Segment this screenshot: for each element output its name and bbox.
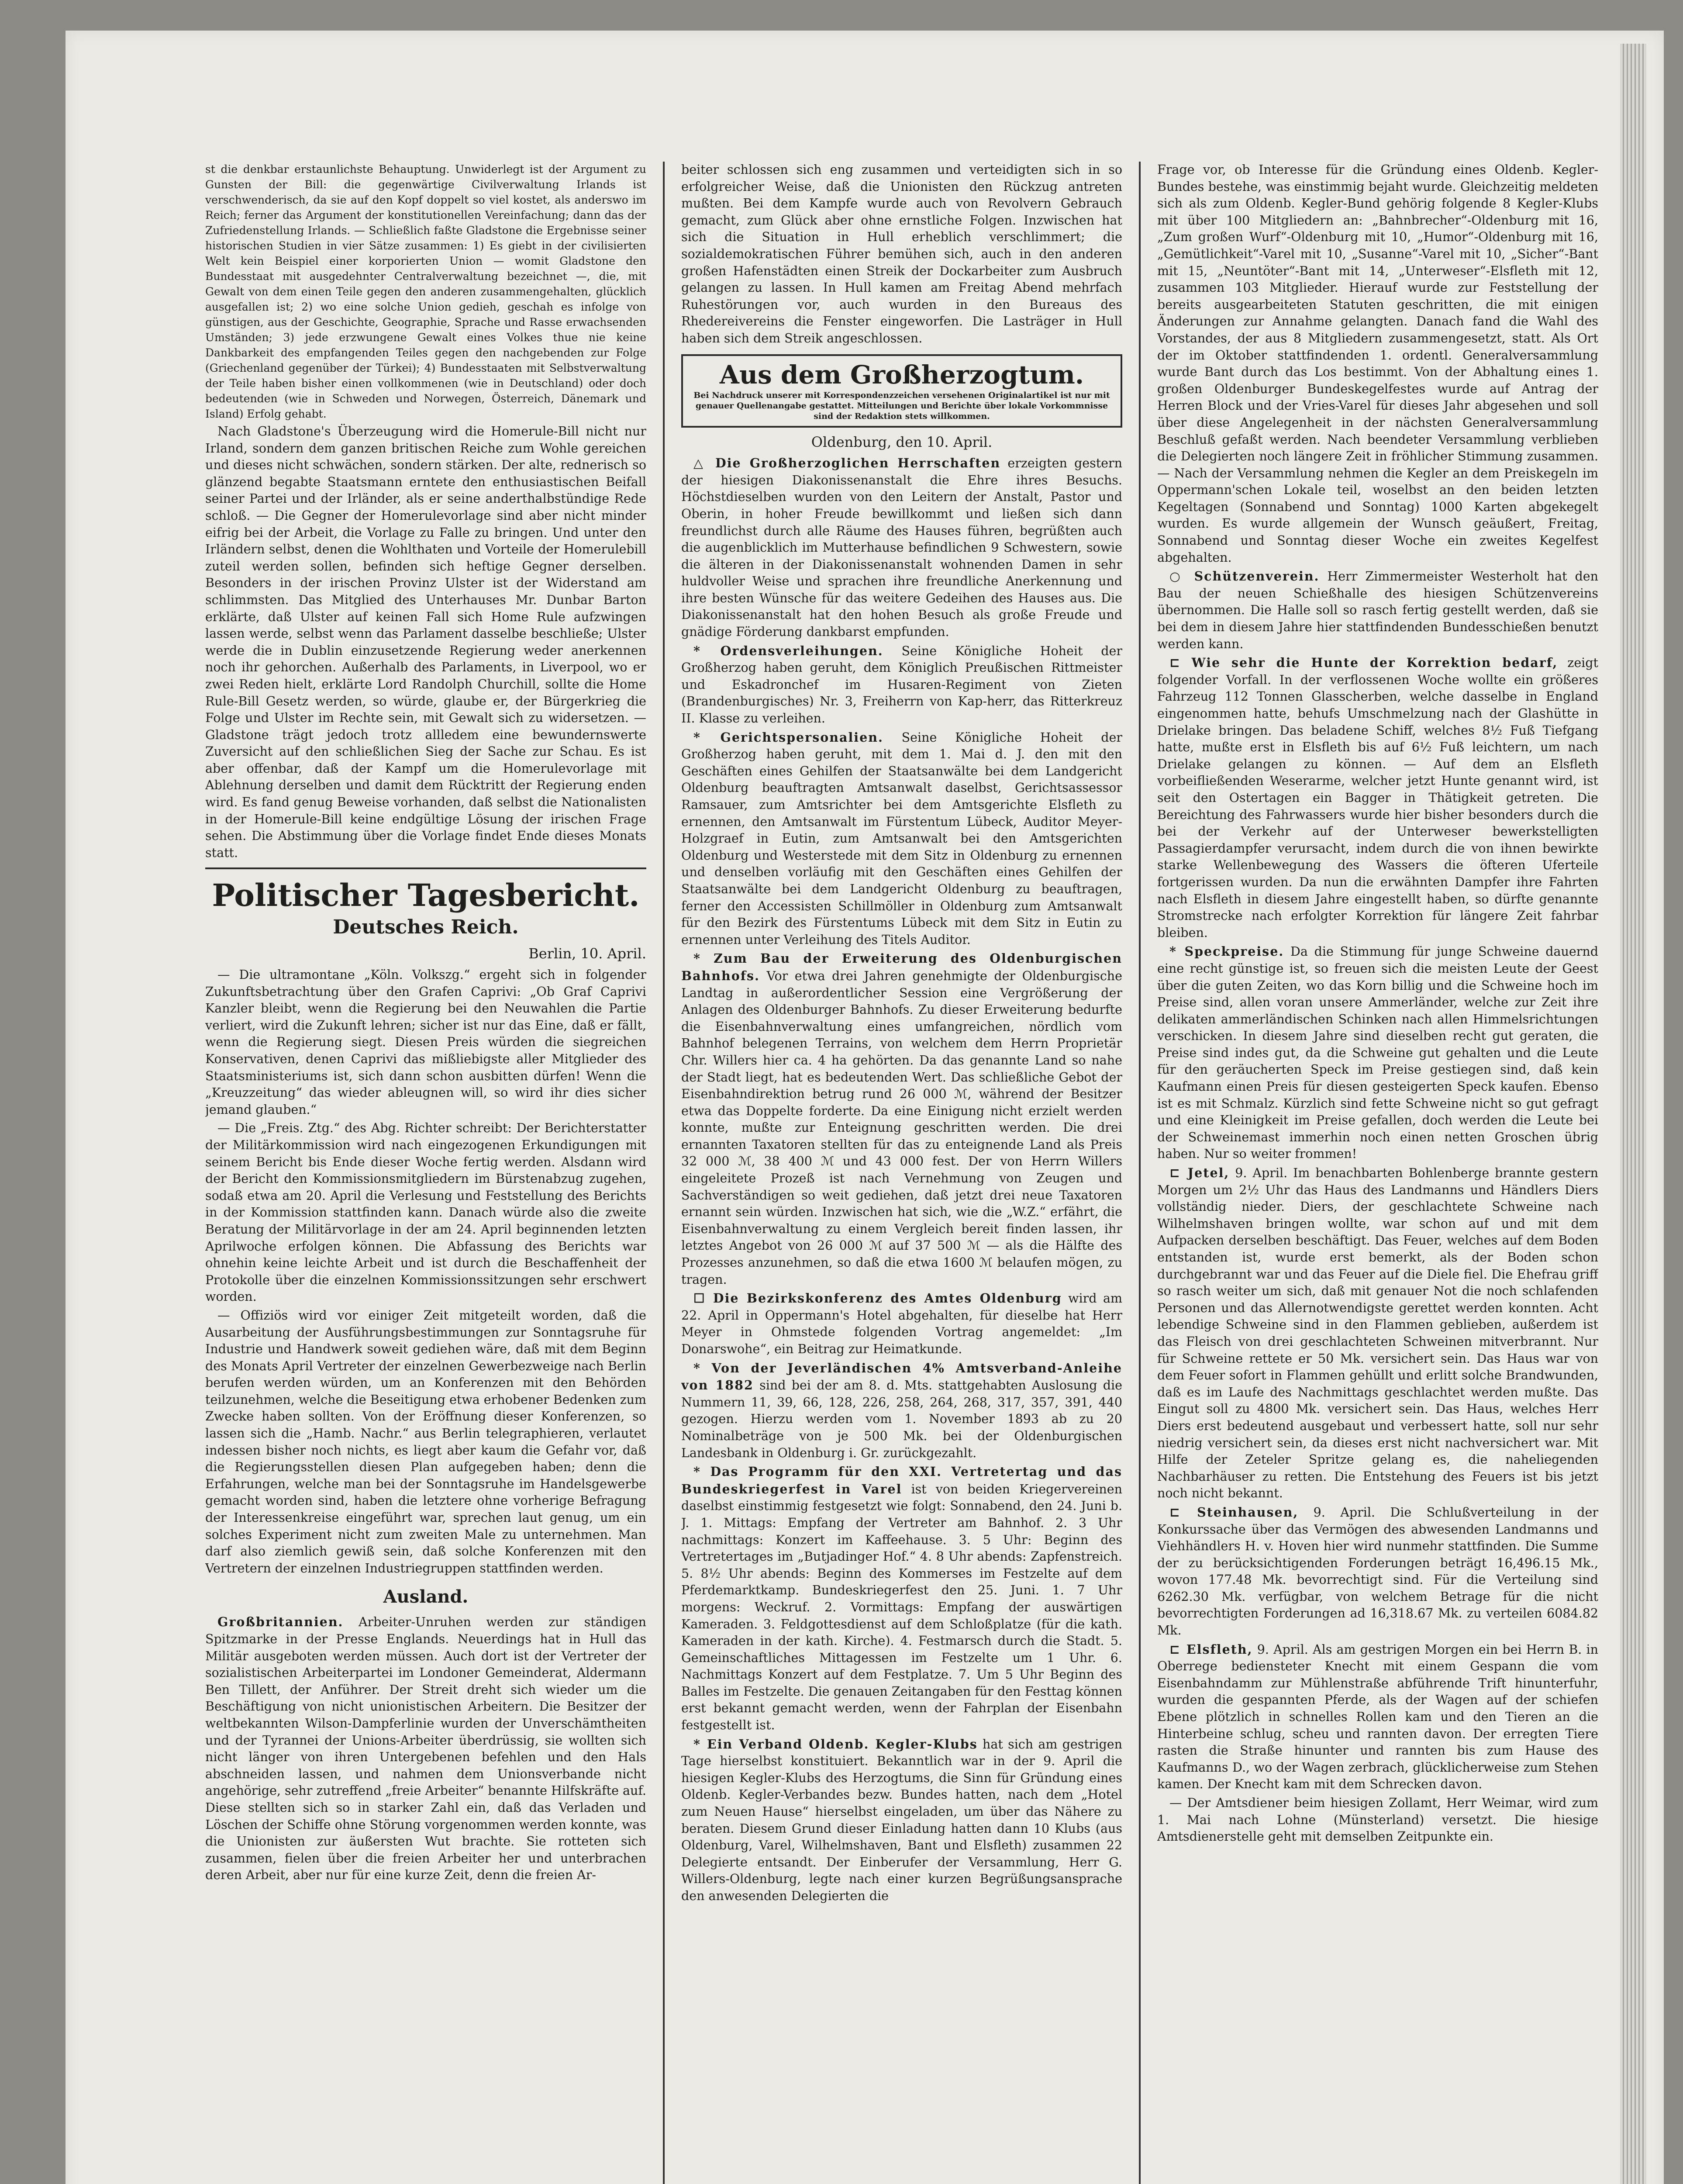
article-paragraph	[1157, 1165, 1598, 1502]
article-text: — Der Amtsdiener beim hiesigen Zollamt, Herr Weimar, wird zum 1. Mai nach Lohne (Münsterland) versetzt. Die hiesige Amtsdienerstelle geht mit demselben Zeitpunkte ein.	[1157, 1796, 1598, 1844]
divider	[205, 867, 646, 869]
article-keyword: ⊏ Wie sehr die Hunte der Korrektion bedarf,	[1169, 655, 1558, 670]
article-paragraph	[1157, 943, 1598, 1163]
article-keyword: * Ein Verband Oldenb. Kegler-Klubs	[693, 1736, 978, 1752]
article-text: 9. April. Als am gestrigen Morgen ein bei Herrn B. in Oberrege bediensteter Knecht mit einem Gespann die vom Eisenbahndamm zur Mühlenstraße abführende Trift hinunterfuhr, wurden die gespannten Pferde, als der Wagen auf der schiefen Ebene plötzlich in schnelles Rollen kam und den Tieren an die Hinterbeine schlug, scheu und rannten davon. Der erregten Tiere rasten die Straße hinunter und rannten bis zum Hause des Kaufmanns D., wo der Wagen zerbrach, glücklicherweise zum Stehen kamen. Der Knecht kam mit dem Schrecken davon.	[1157, 1642, 1598, 1792]
article-keyword: * Von der Jeverländischen 4% Amtsverband-Anleihe von 1882	[681, 1360, 1122, 1393]
article-text: Da die Stimmung für junge Schweine dauernd eine recht günstige ist, so freuen sich die meisten Leute der Geest über die guten Zeiten, wo das Korn billig und die Schweine hoch im Preise sind, allen voran unsere Ammerländer, welche zur Zeit ihre delikaten ammerländischen Schinken nach allen Himmelsrichtungen verschicken. In diesem Jahre sind dieselben recht gut geraten, die Preise sind indes gut, da die Schweine gut gehalten und die Leute für den geräucherten Speck im Preise gestiegen sind, daß kein Kaufmann einen Preis für diesen gesteigerten Speck kaufen. Ebenso ist es mit Schmalz. Kürzlich sind fette Schweine nicht so gut gefragt und eine Kleinigkeit im Preise gefallen, doch werden die Leute bei der Schweinemast immerhin noch einen netten Groschen übrig haben. Nur so weiter frommen!	[1157, 944, 1598, 1161]
column-1	[205, 162, 646, 2184]
article-text: 9. April. Im benachbarten Bohlenberge brannte gestern Morgen um 2½ Uhr das Haus des Landmanns und Händlers Diers vollständig nieder. Diers, der geschlachtete Schweine nach Wilhelmshaven bringen wollte, war schon auf und mit dem Aufpacken derselben beschäftigt. Das Feuer, welches auf dem Boden entstanden ist, wurde erst bemerkt, als der Boden schon durchgebrannt war und das Feuer auf die Diele fiel. Die Ehefrau griff so rasch weiter um sich, daß mit genauer Not die noch schlafenden Personen und das Allernotwendigste gerettet werden konnten. Acht lebendige Schweine sind in den Flammen geblieben, außerdem ist das Fleisch von drei geschlachteten Schweinen mitverbrannt. Nur für Schweine rettete er 50 Mk. versichert sein. Das Haus war von dem Feuer sofort in Flammen gehüllt und erlitt solche Brandwunden, daß es im Laufe des Nachmittags geschlachtet werden mußte. Das Eingut soll zu 4800 Mk. versichert sein. Das Haus, welches Herr Diers erst bedeutend ausgebaut und verbessert hatte, soll nur sehr niedrig versichert sein, da dieses erst nicht nachversichert war. Mit Hilfe der Zeteler Spritze gelang es, die naheliegenden Nachbarhäuser zu retten. Die Entstehung des Feuers ist bis jetzt noch nicht bekannt.	[1157, 1166, 1598, 1501]
newspaper-page	[66, 31, 1664, 2184]
section-title: Politischer Tagesbericht.	[212, 877, 640, 914]
article-text: beiter schlossen sich eng zusammen und verteidigten sich in so erfolgreicher Weise, daß die Unionisten den Rückzug antreten mußten. Bei dem Kampfe wurde auch von Revolvern Gebrauch gemacht, zum Glück aber ohne ernstliche Folgen. Inzwischen hat sich die Situation in Hull erheblich verschlimmert; die sozialdemokratischen Führer bemühen sich, auch in den anderen großen Hafenstädten einen Streik der Dockarbeiter zum Ausbruch gelangen zu lassen. In Hull kamen am Freitag Abend mehrfach Ruhestörungen vor, auch wurden in den Bureaus des Rhedereivereins die Fenster eingeworfen. Die Lasträger in Hull haben sich dem Streik angeschlossen.	[681, 162, 1122, 346]
article-keyword: ⊏ Jetel,	[1169, 1165, 1230, 1181]
article-keyword: * Das Programm für den XXI. Vertretertag und das Bundeskriegerfest in Varel	[681, 1464, 1122, 1496]
column-3	[1157, 162, 1598, 2184]
article-keyword: * Speckpreise.	[1169, 944, 1284, 959]
article-paragraph	[681, 729, 1122, 949]
article-text: st die denkbar erstaunlichste Behauptung. Unwiderlegt ist der Argument zu Gunsten der Bill: die gegenwärtige Civilverwaltung Irlands ist verschwenderisch, da sie auf den Kopf doppelt so viel kostet, als anderswo im Reich; ferner das Argument der konstitutionellen Vereinfachung; dann das der Zufriedenstellung Irlands. — Schließlich faßte Gladstone die Ergebnisse seiner historischen Studien in vier Sätze zusammen: 1) Es giebt in der civilisierten Welt kein Beispiel einer korporierten Union — womit Gladstone den Bundesstaat mit ausgedehnter Centralverwaltung bezeichnet —, die, mit Gewalt von dem einen Teile gegen den anderen zusammengehalten, glücklich ausgefallen ist; 2) wo eine solche Union gedieh, geschah es infolge von günstigen, aus der Geschichte, Geographie, Sprache und Rasse erwachsenden Umständen; 3) jede erzwungene Gewalt eines Volkes thue nie keine Dankbarkeit des empfangenden Teiles gegen den nachgebenden zur Folge (Griechenland gegenüber der Türkei); 4) Bundesstaaten mit Selbstverwaltung der Teile haben bisher einen vollkommenen (wie in Deutschland) oder doch bedeutenden (wie in Schweden und Norwegen, Österreich, Dänemark und Island) Erfolg gehabt.	[205, 163, 646, 420]
column-rule	[1139, 162, 1141, 2184]
article-keyword: Großbritannien.	[217, 1614, 344, 1630]
article-paragraph	[1157, 1504, 1598, 1639]
column-2	[681, 162, 1122, 2184]
article-text: Herr Zimmermeister Westerholt hat den Bau der neuen Schießhalle des hiesigen Schützenvereins übernommen. Die Halle soll so rasch fertig gestellt werden, daß sie bei dem in diesem Jahre hier stattfindenden Bundesschießen benutzt werden kann.	[1157, 569, 1598, 651]
section-header-box	[681, 354, 1122, 428]
article-keyword: ⊏ Elsfleth,	[1169, 1641, 1253, 1657]
article-text: hat sich am gestrigen Tage hierselbst konstituiert. Bekanntlich war in der 9. April die hiesigen Kegler-Klubs des Herzogtums, die Sinn für Gründung eines Oldenb. Kegler-Verbandes bezw. Bundes hatten, nach dem „Hotel zum Neuen Hause“ hierselbst eingeladen, um über das Nähere zu beraten. Diesem Grund dieser Einladung hatten dann 10 Klubs (aus Oldenburg, Varel, Wilhelmshaven, Bant und Elsfleth) zusammen 22 Delegierte entsandt. Der Einberufer der Versammlung, Herr G. Willers-Oldenburg, legte nach einer kurzen Begrüßungsansprache den anwesenden Delegierten die	[681, 1737, 1122, 1903]
article-text: Seine Königliche Hoheit der Großherzog haben geruht, mit dem 1. Mai d. J. den mit den Geschäften eines Gehilfen der Staatsanwälte bei dem Landgericht Oldenburg beauftragten Amtsanwalt daselbst, Gerichtsassessor Ramsauer, zum Amtsrichter bei dem Amtsgerichte Elsfleth zu ernennen, den Amtsanwalt im Fürstentum Lübeck, Auditor Meyer-Holzgraef in Eutin, zum Amtsanwalt bei den Amtsgerichten Oldenburg und Westerstede mit dem Sitz in Oldenburg zu ernennen und denselben vorläufig mit den Geschäften eines Gehilfen der Staatsanwälte bei dem Landgericht Oldenburg zu beauftragen, ferner den Accessisten Schillmöller in Oldenburg zum Amtsanwalt für den Bezirk des Fürstentums Lübeck mit dem Sitz in Eutin zu ernennen unter Verleihung des Titels Auditor.	[681, 730, 1122, 947]
article-text: Seine Königliche Hoheit der Großherzog haben geruht, dem Königlich Preußischen Rittmeister und Eskadronchef im Husaren-Regiment von Zieten (Brandenburgisches) Nr. 3, Freiherrn von Kap-herr, das Ritterkreuz II. Klasse zu verleihen.	[681, 643, 1122, 726]
article-paragraph	[681, 1290, 1122, 1358]
article-keyword: ○ Schützenverein.	[1169, 569, 1320, 584]
dateline: Oldenburg, den 10. April.	[811, 433, 993, 450]
article-keyword: ☐ Die Bezirkskonferenz des Amtes Oldenburg	[693, 1291, 1062, 1306]
article-paragraph	[681, 1463, 1122, 1734]
article-text: 9. April. Die Schlußverteilung in der Konkurssache über das Vermögen des abwesenden Landmanns und Viehhändlers H. v. Hoven hier wird nunmehr stattfinden. Die Summe der zu berücksichtigenden Forderungen beträgt 16,496.15 Mk., wovon 177.48 Mk. bevorrechtigt sind. Für die Verteilung sind 6262.30 Mk. verfügbar, von welchem Betrage für die nicht bevorrechtigten Forderungen ad 16,318.67 Mk. zu verteilen 6084.82 Mk.	[1157, 1505, 1598, 1638]
article-paragraph	[1157, 654, 1598, 941]
section-subtitle: Deutsches Reich.	[333, 916, 519, 939]
article-text: — Die ultramontane „Köln. Volkszg.“ ergeht sich in folgender Zukunftsbetrachtung über den Grafen Caprivi: „Ob Graf Caprivi Kanzler bleibt, wenn die Regierung bei den Neuwahlen die Partie verliert, wird die Zukunft lehren; sicher ist nur das Eine, daß er fällt, wenn die Regierung siegt. Diesen Preis würden die siegreichen Konservativen, denen Caprivi das mißliebigste aller Mitglieder des Staatsministeriums ist, sich dann schon ausbitten dürfen! Wenn die „Kreuzzeitung“ das wieder ableugnen will, so wird ihr dies sicher jemand glauben.“	[205, 968, 646, 1117]
article-text: erzeigten gestern der hiesigen Diakonissenanstalt die Ehre ihres Besuchs. Höchstdieselben wurden von den Leitern der Anstalt, Pastor und Oberin, in hoher Freude bewillkommt und ließen sich dann freundlichst durch alle Räume des Hauses führen, begrüßten auch die augenblicklich im Mutterhause befindlichen 9 Schwestern, sowie die älteren in der Diakonissenanstalt wohnenden Damen in sehr huldvoller Weise und sprachen ihre freundliche Anerkennung und ihre besten Wünsche für das weitere Gedeihen des Hauses aus. Die Diakonissenanstalt hat den hohen Besuch als große Freude und gnädige Förderung dankbarst empfunden.	[681, 456, 1122, 639]
section-subtitle: Ausland.	[383, 1586, 469, 1607]
article-text: Vor etwa drei Jahren genehmigte der Oldenburgische Landtag in außerordentlicher Session eine Vergrößerung der Anlagen des Oldenburger Bahnhofs. Zu dieser Erweiterung bedurfte die Eisenbahnverwaltung eines umfangreichen, nördlich vom Bahnhof belegenen Terrains, von welchem dem Herrn Proprietär Chr. Willers hier ca. 4 ha gehörten. Da das genannte Land so nahe der Stadt liegt, hat es bedeutenden Wert. Das schließliche Gebot der Eisenbahndirektion betrug rund 26 000 ℳ, während der Besitzer etwa das Doppelte forderte. Da eine Einigung nicht erzielt werden konnte, mußte zur Enteignung geschritten werden. Die drei ernannten Taxatoren stellten für das zu enteignende Land als Preis 32 000 ℳ, 38 400 ℳ und 43 000 fest. Der von Herrn Willers eingeleitete Prozeß ist nach Vernehmung von Zeugen und Sachverständigen so weit gediehen, daß jetzt drei neue Taxatoren ernannt sein würden. Inzwischen hat sich, wie die „W.Z.“ erfährt, die Eisenbahnverwaltung zu einem Vergleich bereit finden lassen, ihr letztes Angebot von 26 000 ℳ auf 37 500 ℳ — als die Hälfte des Prozesses anzunehmen, so daß die etwa 1600 ℳ belaufen mögen, zu tragen.	[681, 968, 1122, 1287]
article-paragraph	[681, 950, 1122, 1288]
article-paragraph	[681, 1360, 1122, 1462]
article-paragraph	[681, 1736, 1122, 1905]
article-keyword: ⊏ Steinhausen,	[1169, 1504, 1299, 1520]
article-text: Nach Gladstone's Überzeugung wird die Homerule-Bill nicht nur Irland, sondern dem ganzen britischen Reiche zum Wohle gereichen und dieses nicht schwächen, sondern stärken. Der alte, rednerisch so glänzend begabte Staatsmann erntete den enthusiastischen Beifall seiner Partei und der Irländer, als er seine anderthalbstündige Rede schloß. — Die Gegner der Homerulevorlage sind aber nicht minder eifrig bei der Arbeit, die Vorlage zu Falle zu bringen. Und unter den Irländern selbst, denen die Wohlthaten und Vorteile der Homerulebill zuteil werden sollen, befinden sich heftige Gegner derselben. Besonders in der irischen Provinz Ulster ist der Widerstand am schlimmsten. Das Mitglied des Unterhauses Mr. Dunbar Barton erklärte, daß Ulster auf keinen Fall sich Home Rule aufzwingen lassen werde, selbst wenn das Parlament dasselbe beschließe; Ulster werde die in Dublin einzusetzende Regierung weder anerkennen noch ihr gehorchen. Außerhalb des Parlaments, in Liverpool, wo er zwei Reden hielt, erklärte Lord Randolph Churchill, sollte die Home Rule-Bill Gesetz werden, so würde, glaube er, der Bürgerkrieg die Folge und Ulster im Rechte sein, mit Gewalt sich zu widersetzen. — Gladstone trägt jedoch trotz allledem eine bewundernswerte Zuversicht auf den schließlichen Sieg der Sache zur Schau. Es ist aber offenbar, daß der Kampf um die Homerulevorlage mit Ablehnung derselben und damit dem Rücktritt der Regierung enden wird. Es fand genug Beweise vorhanden, daß selbst die Nationalisten in der Homerule-Bill keine endgültige Lösung der irischen Frage sehen. Die Abstimmung über die Vorlage findet Ende dieses Monats statt.	[205, 424, 646, 860]
column-rule	[663, 162, 665, 2184]
article-paragraph	[205, 1614, 646, 1884]
reprint-note: Bei Nachdruck unserer mit Korrespondenzzeichen versehenen Originalartikel ist nur mit genauer Quellenangabe gestattet. Mitteilungen und Berichte über lokale Vorkommnisse sind der Redaktion stets willkommen.	[693, 390, 1110, 421]
page-body	[205, 162, 1598, 2184]
article-keyword: * Ordensverleihungen.	[693, 643, 883, 658]
article-keyword: * Gerichtspersonalien.	[693, 729, 883, 745]
page-stack-edge	[1620, 44, 1646, 2184]
article-paragraph	[1157, 568, 1598, 653]
article-text: zeigt folgender Vorfall. In der verflossenen Woche wollte ein größeres Fahrzeug 112 Tonnen Glasscherben, welche dasselbe in England eingenommen hatte, behufs Umschmelzung nach der Glashütte in Drielake bringen. Das beladene Schiff, welches 8½ Fuß Tiefgang hatte, mußte erst in Elsfleth bis auf 6½ Fuß leichtern, um nach Drielake gelangen zu können. — Auf dem an Elsfleth vorbeifließenden Weserarme, welcher jetzt Hunte genannt wird, ist seit den Ostertagen ein Bagger in Thätigkeit getreten. Die Bereichtung des Fahrwassers wurde hier bisher besonders durch die bei der Verkehr auf der Unterweser bewerkstelligten Passagierdampfer verursacht, indem durch die von ihnen bewirkte starke Wellenbewegung des Wassers die öfteren Uferteile fortgerissen wurden. Da nun die erwähnten Dampfer ihre Fahrten nach Elsfleth in diesem Jahre eingestellt haben, so dürfte genannte Stromstrecke nach erfolgter Korrektion für längere Zeit fahrbar bleiben.	[1157, 656, 1598, 940]
article-paragraph	[681, 455, 1122, 641]
article-text: ist von beiden Kriegervereinen daselbst einstimmig festgesetzt wie folgt: Sonnabend, den 24. Juni b. J. 1. Mittags: Empfang der Vertreter am Bahnhof. 2. 3 Uhr nachmittags: Konzert im Kaffeehause. 3. 5 Uhr: Beginn des Vertretertages im „Butjadinger Hof.“ 4. 8 Uhr abends: Zapfenstreich. 5. 8½ Uhr abends: Beginn des Kommerses im Festzelte auf dem Pferdemarktkamp. Bundeskriegerfest den 25. Juni. 1. 7 Uhr morgens: Weckruf. 2. Vormittags: Empfang der auswärtigen Kameraden. 3. Feldgottesdienst auf dem Schloßplatze (für die kath. Kameraden in der kath. Kirche). 4. Festmarsch durch die Stadt. 5. Gemeinschaftliches Mittagessen im Festzelte um 1 Uhr. 6. Nachmittags Konzert auf dem Festplatze. 7. Um 5 Uhr Beginn des Balles im Festzelte. Die genauen Zeitangaben für den Festtag können erst bekannt gemacht werden, wenn der Fahrplan der Eisenbahn festgestellt ist.	[681, 1482, 1122, 1733]
article-text: Frage vor, ob Interesse für die Gründung eines Oldenb. Kegler-Bundes bestehe, was einstimmig bejaht wurde. Gleichzeitig meldeten sich als zum Oldenb. Kegler-Bund gehörig folgende 8 Kegler-Klubs mit über 100 Mitgliedern an: „Bahnbrecher“-Oldenburg mit 16, „Zum großen Wurf“-Oldenburg mit 10, „Humor“-Oldenburg mit 16, „Gemütlichkeit“-Varel mit 10, „Susanne“-Varel mit 10, „Sicher“-Bant mit 15, „Neuntöter“-Bant mit 14, „Unterweser“-Elsfleth mit 12, zusammen 103 Mitglieder. Hierauf wurde zur Feststellung der bereits ausgearbeiteten Statuten geschritten, die mit einigen Änderungen zur Annahme gelangten. Danach fand die Wahl des Vorstandes, der aus 8 Mitgliedern zusammengesetzt, statt. Als Ort der im Oktober stattfindenden 1. ordentl. Generalversammlung wurde Bant durch das Los bestimmt. Von der Abhaltung eines 1. großen Oldenburger Bundeskegelfestes wurde auf Antrag der Herren Block und der Vries-Varel für dieses Jahr abgesehen und soll über diese Angelegenheit in der nächsten Generalversammlung Beschluß gefaßt werden. Nach beendeter Versammlung verblieben die Delegierten noch längere Zeit in fröhlicher Stimmung zusammen. — Nach der Versammlung nehmen die Kegler an dem Preiskegeln im Oppermann'schen Lokale teil, woselbst an den beiden letzten Kegeltagen (Sonnabend und Sonntag) 1000 Karten abgekegelt wurden. Es wurde allgemein der Wunsch geäußert, Freitag, Sonnabend und Sonntag dieser Woche ein zweites Kegelfest abgehalten.	[1157, 162, 1598, 565]
article-text: sind bei der am 8. d. Mts. stattgehabten Auslosung die Nummern 11, 39, 66, 128, 226, 258, 264, 268, 317, 357, 391, 440 gezogen. Hierzu werden vom 1. November 1893 ab zu 20 Nominalbeträge von je 500 Mk. bei der Oldenburgischen Landesbank in Oldenburg i. Gr. zurückgezahlt.	[681, 1378, 1122, 1460]
section-title: Aus dem Großherzogtum.	[719, 359, 1084, 390]
article-keyword: △ Die Großherzoglichen Herrschaften	[693, 456, 1001, 471]
article-text: wird am 22. April in Oppermann's Hotel abgehalten, für dieselbe hat Herr Meyer in Ohmstede folgenden Vortrag angemeldet: „Im Donarswohe“, ein Beitrag zur Heimatkunde.	[681, 1291, 1122, 1356]
article-paragraph	[1157, 1641, 1598, 1793]
article-paragraph	[681, 643, 1122, 727]
article-keyword: * Zum Bau der Erweiterung des Oldenburgischen Bahnhofs.	[681, 951, 1122, 983]
article-text: — Die „Freis. Ztg.“ des Abg. Richter schreibt: Der Berichterstatter der Militärkommission wird nach eingezogenen Erkundigungen mit seinem Bericht bis Ende dieser Woche fertig werden. Alsdann wird der Bericht den Kommissionsmitgliedern im Bürstenabzug zugehen, sodaß etwa am 20. April die Verlesung und Feststellung des Berichts in der Kommission stattfinden kann. Danach würde also die zweite Beratung der Militärvorlage in der am 24. April beginnenden letzten Aprilwoche erfolgen können. Die Abfassung des Berichts war ohnehin keine leichte Arbeit und ist durch die Beschaffenheit der Protokolle über die einzelnen Kommissionssitzungen sehr erschwert worden.	[205, 1121, 646, 1304]
article-text: — Offiziös wird vor einiger Zeit mitgeteilt worden, daß die Ausarbeitung der Ausführungsbestimmungen zur Sonntagsruhe für Industrie und Handwerk soweit gediehen wäre, daß mit dem Beginn des Monats April Vertreter der einzelnen Gewerbezweige nach Berlin berufen werden würden, um an Konferenzen mit den Behörden teilzunehmen, welche die Beseitigung etwa erhobener Bedenken zum Zwecke haben sollten. Von der Eröffnung dieser Konferenzen, so lassen sich die „Hamb. Nachr.“ aus Berlin telegraphieren, verlautet indessen bisher noch nichts, es liegt aber kaum die Gefahr vor, daß die Regierungsstellen diesen Plan aufgegeben haben; denn die Erfahrungen, welche man bei der Sonntagsruhe im Handelsgewerbe gemacht worden sind, haben die letztere ohne vorherige Befragung der Interessenkreise eingeführt war, sprechen laut genug, um ein solches Experiment nicht zum zweiten Male zu unternehmen. Man darf also ziemlich gewiß sein, daß solche Konferenzen mit den Vertretern der einzelnen Industriegruppen stattfinden werden.	[205, 1308, 646, 1576]
dateline: Berlin, 10. April.	[528, 945, 646, 962]
article-text: Arbeiter-Unruhen werden zur ständigen Spitzmarke in der Presse Englands. Neuerdings hat in Hull das Militär ausgeboten werden müssen. Auch dort ist der Vertreter der sozialistischen Arbeiterpartei im Londoner Gemeinderat, Aldermann Ben Tillett, der Anführer. Der Streit dreht sich wieder um die Beschäftigung von nicht unionistischen Arbeitern. Die Besitzer der weltbekannten Wilson-Dampferlinie wurden der Unverschämtheiten und der Tyrannei der Unions-Arbeiter überdrüssig, sie wollten sich nicht länger von ihren Untergebenen befehlen und den Hals abschneiden lassen, und nahmen dem Unionsverbande nicht angehörige, sehr zutreffend „freie Arbeiter“ benannte Hilfskräfte auf. Diese stellten sich so in starker Zahl ein, daß das Verladen und Löschen der Schiffe ohne Störung vorgenommen werden konnte, was die Unionisten zur äußersten Wut brachte. Sie rotteten sich zusammen, fielen über die freien Arbeiter her und unterbrachen deren Arbeit, aber nur für eine kurze Zeit, denn die freien Ar-	[205, 1615, 646, 1883]
